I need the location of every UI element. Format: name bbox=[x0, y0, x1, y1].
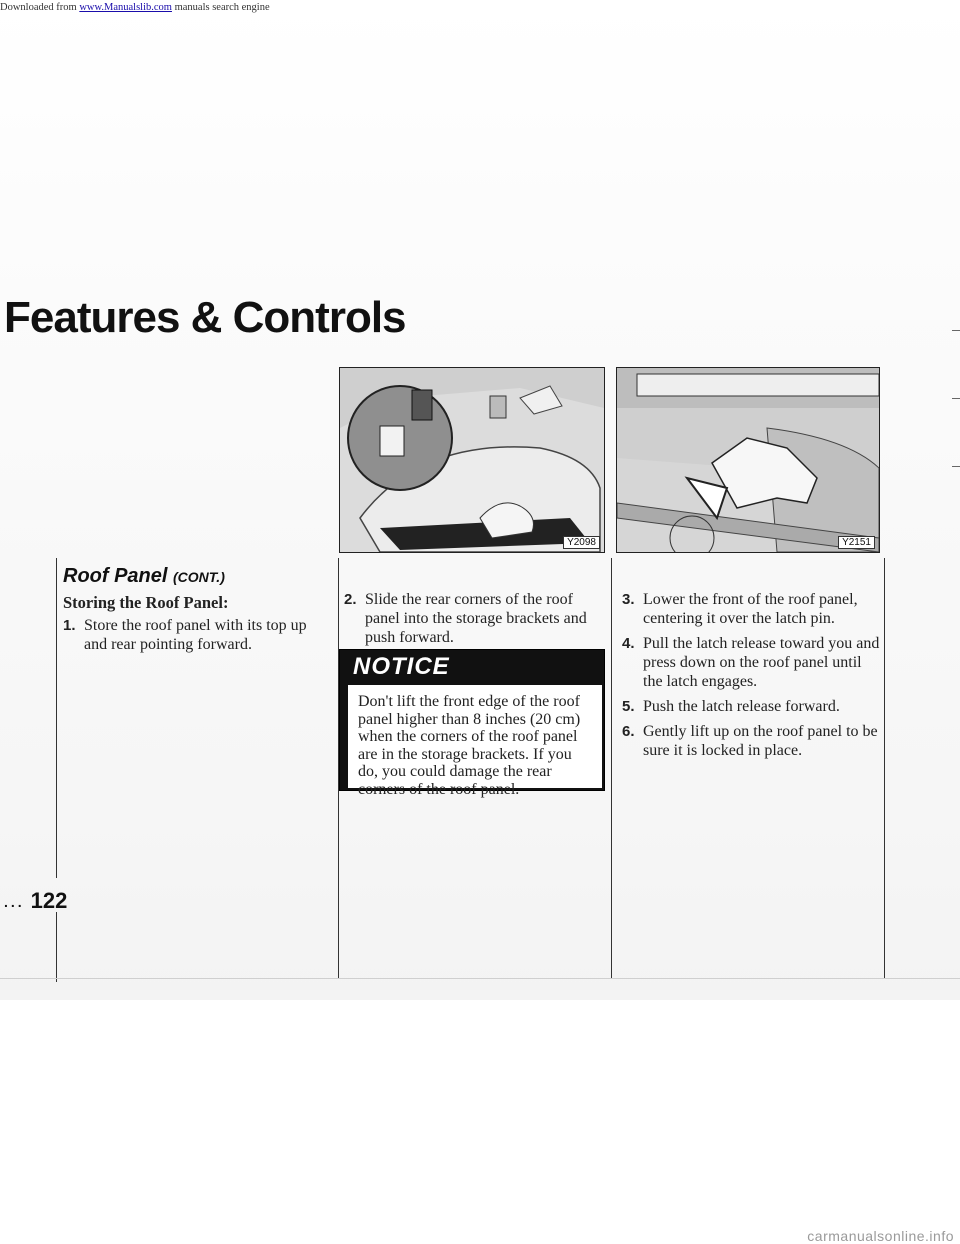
roof-panel-cont: (CONT.) bbox=[173, 569, 225, 585]
column-rule-far-right bbox=[884, 558, 885, 978]
step-2 bbox=[344, 590, 594, 647]
bottom-banner-text: carmanualsonline.info bbox=[807, 1228, 954, 1244]
steps-column-1 bbox=[63, 616, 313, 660]
step-text: Lower the front of the roof panel, centering it over the latch pin. bbox=[643, 591, 858, 627]
step-number: 3. bbox=[622, 591, 635, 608]
figure-latch-release bbox=[616, 367, 880, 553]
figure-storage-brackets bbox=[339, 367, 605, 553]
step-3 bbox=[622, 590, 882, 628]
roof-panel-heading bbox=[63, 565, 225, 588]
step-text: Push the latch release forward. bbox=[643, 698, 840, 715]
page-number-dots: ... bbox=[4, 894, 25, 911]
column-rule-right bbox=[611, 558, 612, 978]
roof-panel-title: Roof Panel bbox=[63, 565, 168, 587]
section-title: Features & Controls bbox=[4, 293, 406, 342]
step-4 bbox=[622, 634, 882, 691]
steps-column-3 bbox=[622, 590, 882, 766]
figure-code-y2151: Y2151 bbox=[838, 536, 875, 549]
steps-column-2 bbox=[344, 590, 594, 653]
notice-title: NOTICE bbox=[353, 653, 450, 680]
column-rule-left bbox=[56, 558, 57, 878]
step-text: Gently lift up on the roof panel to be sure it is locked in place. bbox=[643, 723, 878, 759]
step-number: 6. bbox=[622, 723, 635, 740]
bottom-divider bbox=[0, 978, 960, 979]
step-text: Pull the latch release toward you and press down on the roof panel until the latch engages. bbox=[643, 635, 880, 690]
edge-mark bbox=[952, 466, 960, 467]
latch-release-hand-illustration bbox=[617, 368, 879, 552]
storing-subheading: Storing the Roof Panel: bbox=[63, 593, 229, 612]
step-text: Store the roof panel with its top up and rear pointing forward. bbox=[84, 617, 307, 653]
figure-code-y2098: Y2098 bbox=[563, 536, 600, 549]
manualslib-link[interactable]: www.Manualslib.com bbox=[79, 2, 172, 13]
roof-panel-storage-brackets-illustration bbox=[340, 368, 604, 552]
download-prefix: Downloaded from bbox=[0, 2, 77, 13]
notice-text: Don't lift the front edge of the roof panel higher than 8 inches (20 cm) when the corners of the roof panel are in the storage brackets. If you do, you could damage the rear corners of the roof panel. bbox=[348, 685, 602, 788]
step-number: 4. bbox=[622, 635, 635, 652]
column-rule-left-lower bbox=[56, 912, 57, 982]
page-number-value: 122 bbox=[30, 888, 68, 913]
step-text: Slide the rear corners of the roof panel into the storage brackets and push forward. bbox=[365, 591, 587, 646]
edge-mark bbox=[952, 330, 960, 331]
step-6 bbox=[622, 722, 882, 760]
download-suffix: manuals search engine bbox=[171, 2, 270, 13]
edge-mark bbox=[952, 398, 960, 399]
step-number: 1. bbox=[63, 617, 76, 634]
step-number: 5. bbox=[622, 698, 635, 715]
download-notice bbox=[0, 2, 270, 13]
step-number: 2. bbox=[344, 591, 357, 608]
notice-box bbox=[339, 649, 605, 798]
step-5 bbox=[622, 697, 882, 716]
step-1 bbox=[63, 616, 313, 654]
page-number bbox=[4, 888, 67, 914]
